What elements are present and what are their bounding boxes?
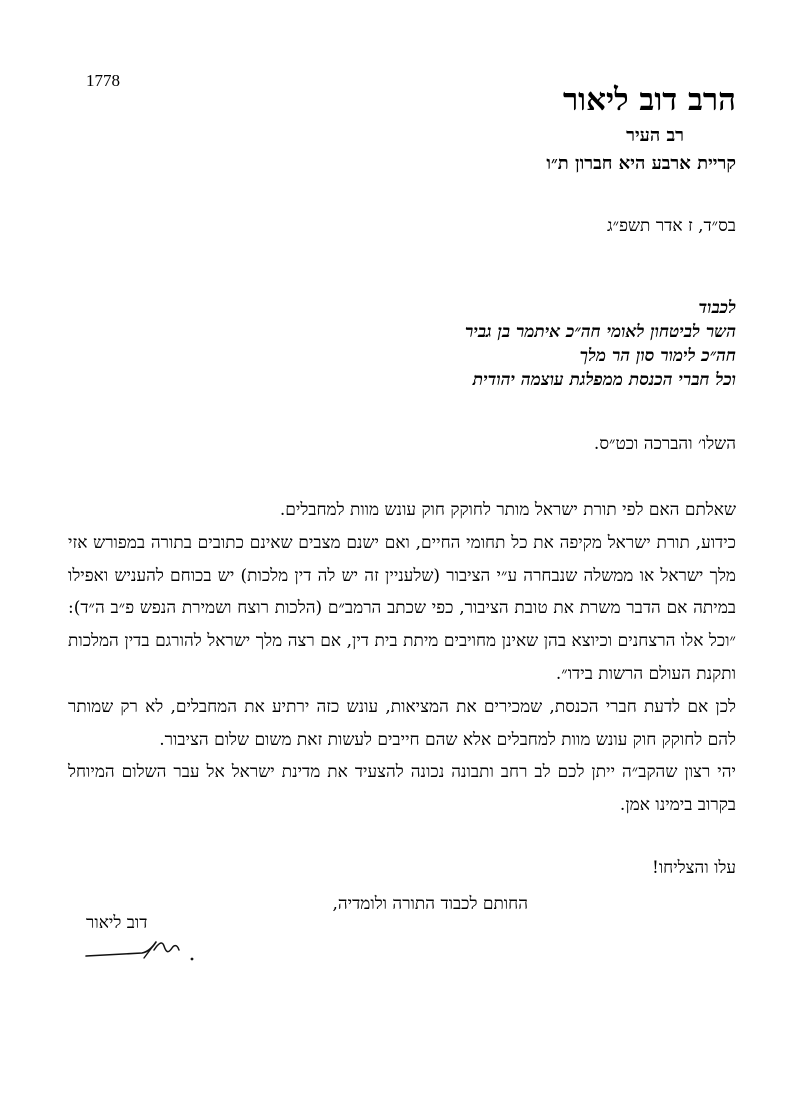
body-paragraph: שאלתם האם לפי תורת ישראל מותר לחוקק חוק עונש מוות למחבלים. [279,500,736,520]
recipient-line: השר לביטחון לאומי חה״כ איתמר בן גביר [465,322,736,342]
greeting: השלו׳ והברכה וכט״ס. [593,434,736,454]
signoff-line: החותם לכבוד התורה ולומדיה, [332,894,528,914]
letter-body [68,494,736,822]
letterhead-city: קריית ארבע היא חברון ת״ו [546,153,736,174]
body-paragraph: יהי רצון שהקב״ה ייתן לכם לב רחב ותבונה נכונה להצעיד את מדינת ישראל אל עבר השלום המיוחל בקרוב בימינו אמן. [68,762,736,816]
closing-line: עלו והצליחו! [651,858,736,878]
letter-date: בס״ד, ז אדר תשפ״ג [607,216,736,236]
letterhead [546,80,736,178]
recipient-line: חה״כ לימור סון הר מלך [579,346,736,366]
handwritten-signature [84,932,204,966]
body-paragraph: לכן אם לדעת חברי הכנסת, שמכירים את המציאות, עונש כזה ירתיע את המחבלים, לא רק שמותר להם לחוקק חוק עונש מוות למחבלים אלא שהם חייבים לעשות זאת משום שלום הציבור. [68,696,736,750]
letterhead-title: רב העיר [626,125,684,146]
recipients-block [465,296,736,392]
recipient-line: לכבוד [698,298,736,318]
recipient-line: וכל חברי הכנסת ממפלגת עוצמה יהודית [472,370,736,390]
letterhead-name: הרב דוב ליאור [562,82,736,118]
body-paragraph: כידוע, תורת ישראל מקיפה את כל תחומי החיים, ואם ישנם מצבים שאינם כתובים בתורה במפורש אזי מלך ישראל או ממשלה שנבחרה ע״י הציבור (שלעניין זה יש לה דין מלכות) יש בכוחם להעניש ואפילו במיתה אם הדבר משרת את טובת הציבור, כפי שכתב הרמב״ם (הלכות רוצח ושמירת הנפש פ״ב ה״ד): ״וכל אלו הרצחנים וכיוצא בהן שאינן מחויבים מיתת בית דין, אם רצה מלך ישראל להורגם בדין המלכות ותקנת העולם הרשות בידו״. [68,532,736,684]
signer-name: דוב ליאור [86,913,148,933]
document-number: 1778 [86,71,120,90]
